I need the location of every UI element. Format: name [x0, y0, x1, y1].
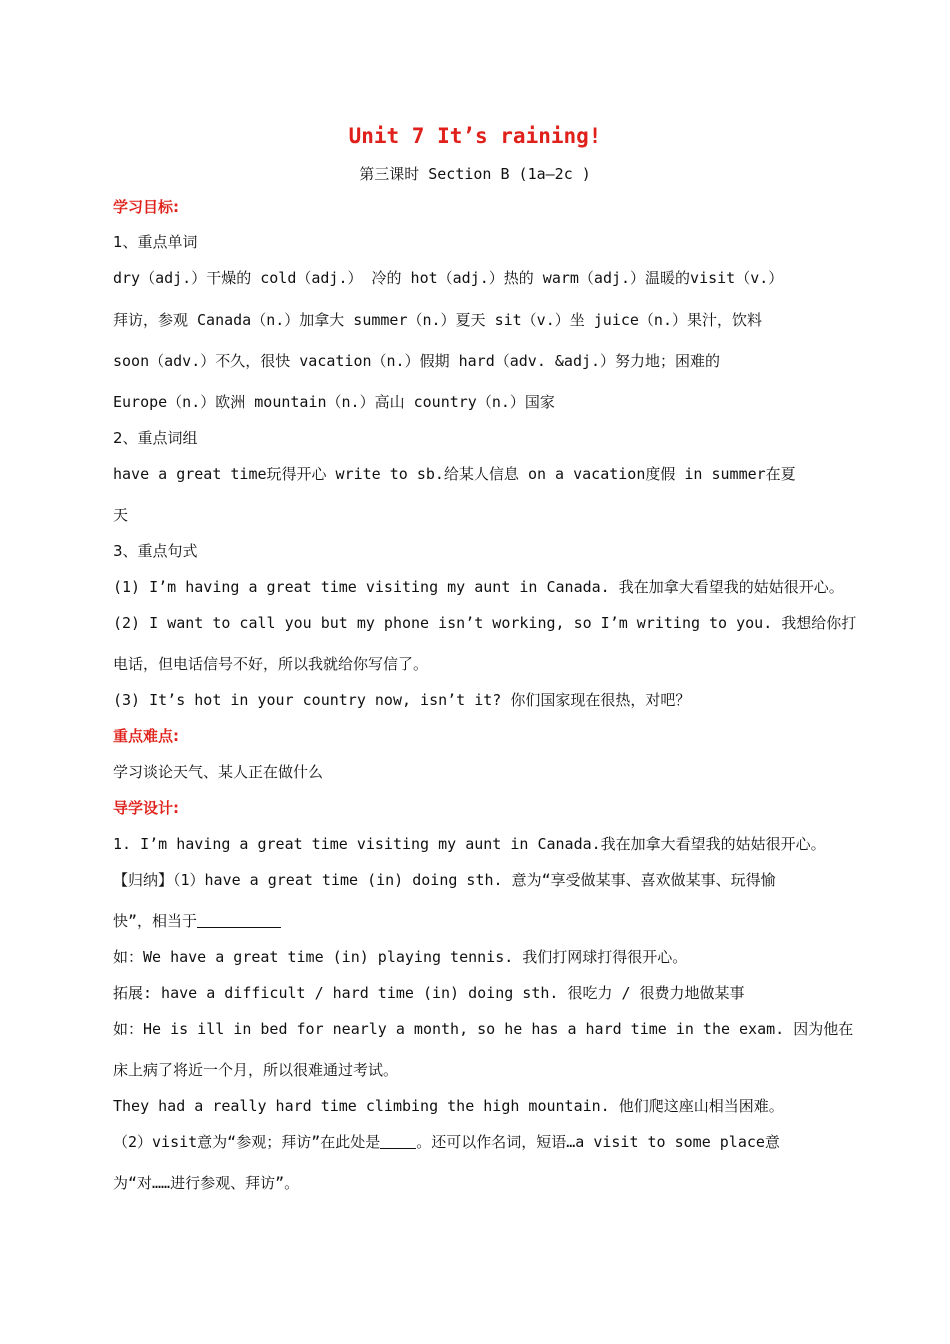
- answer-blank: [380, 1133, 416, 1149]
- phrases-heading: 2、重点词组: [113, 429, 198, 447]
- words-line: dry（adj.）干燥的 cold（adj.） 冷的 hot（adj.）热的 warm（adj.）温暖的visit（v.）: [113, 269, 784, 287]
- words-heading: 1、重点单词: [113, 233, 198, 251]
- page-title: Unit 7 It’s raining!: [348, 124, 602, 148]
- key-points-text: 学习谈论天气、某人正在做什么: [113, 763, 324, 781]
- answer-blank: [197, 912, 281, 928]
- sentences-heading: 3、重点句式: [113, 542, 198, 560]
- lesson-subtitle: 第三课时 Section B (1a—2c ): [359, 165, 591, 183]
- guide-line: 为“对……进行参观、拜访”。: [113, 1174, 300, 1192]
- guide-text: 快”，相当于: [113, 912, 198, 930]
- sentence-line: (3) It’s hot in your country now, isn’t it? 你们国家现在很热，对吧？: [113, 691, 691, 709]
- guide-line: 如：He is ill in bed for nearly a month, so he has a hard time in the exam. 因为他在: [113, 1020, 854, 1038]
- sentence-line: (1) I’m having a great time visiting my aunt in Canada. 我在加拿大看望我的姑姑很开心。: [113, 578, 844, 596]
- objectives-heading: 学习目标:: [113, 198, 179, 216]
- guide-text: 。还可以作名词，短语…a visit to some place意: [416, 1133, 780, 1151]
- words-line: 拜访，参观 Canada（n.）加拿大 summer（n.）夏天 sit（v.）坐 juice（n.）果汁，饮料: [113, 311, 762, 329]
- guide-line-with-blank: [113, 1132, 837, 1152]
- words-line: soon（adv.）不久，很快 vacation（n.）假期 hard（adv. &adj.）努力地；困难的: [113, 352, 721, 370]
- guide-line-with-blank: [113, 911, 837, 931]
- guide-line: They had a really hard time climbing the high mountain. 他们爬这座山相当困难。: [113, 1097, 784, 1115]
- sentence-line: (2) I want to call you but my phone isn’t working, so I’m writing to you. 我想给你打: [113, 614, 857, 632]
- sentence-line: 电话，但电话信号不好，所以我就给你写信了。: [113, 655, 429, 673]
- key-points-heading: 重点难点:: [113, 727, 179, 745]
- guide-heading: 导学设计:: [113, 799, 179, 817]
- phrases-line: have a great time玩得开心 write to sb.给某人信息 on a vacation度假 in summer在夏: [113, 465, 796, 483]
- guide-line: 1. I’m having a great time visiting my aunt in Canada.我在加拿大看望我的姑姑很开心。: [113, 835, 826, 853]
- words-line: Europe（n.）欧洲 mountain（n.）高山 country（n.）国家: [113, 393, 555, 411]
- phrases-line: 天: [113, 506, 129, 524]
- guide-line: 拓展: have a difficult / hard time (in) doing sth. 很吃力 / 很费力地做某事: [113, 984, 745, 1002]
- guide-line: 【归纳】（1）have a great time (in) doing sth. 意为“享受做某事、喜欢做某事、玩得愉: [113, 871, 776, 889]
- guide-text: （2）visit意为“参观；拜访”在此处是: [113, 1133, 381, 1151]
- guide-line: 床上病了将近一个月，所以很难通过考试。: [113, 1061, 399, 1079]
- guide-line: 如：We have a great time (in) playing tennis. 我们打网球打得很开心。: [113, 948, 688, 966]
